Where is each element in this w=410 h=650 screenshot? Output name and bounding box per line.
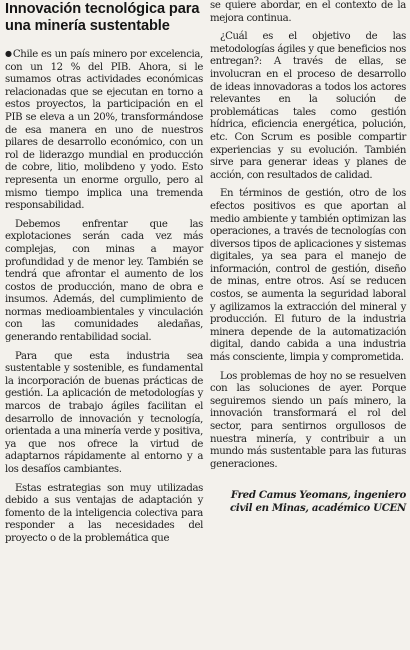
author-byline: Fred Camus Yeomans, ingeniero civil en Minas, académico UCEN (230, 489, 406, 515)
paragraph-1-text: Chile es un país minero por excelencia, con un 12 % del PIB. Ahora, si le sumamos otras actividades económicas relacionadas que se ejecutan en torno a estos proyectos, la participación en el PIB se eleva a un 20%, transformándose de esa manera en uno de nuestros pilares de desarrollo económico, con un rol de liderazgo mundial en producción de cobre, litio, molibdeno y yodo. Esto representa un enorme orgullo, pero al mismo tiempo implica una tremenda responsabilidad. (5, 49, 203, 212)
article-paragraph-2: Debemos enfrentar que las explotaciones serán cada vez más complejas, con minas a mayor profundidad y de menor ley. También se tendrá que afrontar el aumento de los costos de producción, mano de obra e insumos. Además, del cumplimiento de normas medioambientales y vinculación con las comunidades aledañas, generando rentabilidad social. (5, 218, 203, 344)
article-paragraph-4: Estas estrategias son muy utilizadas debido a sus ventajas de adaptación y fomento de la inteligencia colectiva para responder a las necesidades del proyecto o de la problemática que (5, 482, 203, 544)
article-paragraph-4-continued: se quiere abordar, en el contexto de la mejora continua. (210, 0, 406, 24)
article-paragraph-7: Los problemas de hoy no se resuelven con las soluciones de ayer. Porque seguiremos siendo un país minero, la innovación transformará el rol del sector, para sentirnos orgullosos de nuestra minería, y contribuir a un mundo más sustentable para las futuras generaciones. (210, 370, 406, 470)
article-paragraph-3: Para que esta industria sea sustentable y sostenible, es fundamental la incorporación de buenas prácticas de gestión. La aplicación de metodologías y marcos de trabajo ágiles facilitan el desarrollo de innovación y tecnología, orientada a una minería verde y positiva, ya que nos ofrece la virtud de adaptarnos rápidamente al entorno y a los desafíos cambiantes. (5, 350, 203, 475)
article-paragraph-1 (5, 49, 203, 213)
article-paragraph-6: En términos de gestión, otro de los efectos positivos es que aportan al medio ambiente y también optimizan las operaciones, a través de tecnologías con diversos tipos de aplicaciones y sistemas digitales, ya sea para el manejo de información, control de gestión, diseño de minas, entre otros. Así se reducen costos, se aumenta la seguridad laboral y agilizamos la extracción del mineral y producción. El futuro de la industria minera depende de la automatización digital, dando cabida a una industria más consciente, limpia y comprometida. (210, 188, 406, 364)
left-column (5, 0, 203, 650)
article-headline: Innovación tecnológica para una minería sustentable (5, 1, 200, 34)
right-column (210, 0, 406, 650)
bullet-marker: ● (5, 49, 12, 58)
article-paragraph-5: ¿Cuál es el objetivo de las metodologías ágiles y que beneficios nos entregan?: A través de ellas, se involucran en el proceso de desarrollo de ideas innovadoras a todos los actores relevantes en la solución de problemáticas tales como gestión hídrica, eficiencia energética, polución, etc. Con Scrum es posible compartir experiencias y su evolución. También sirve para generar ideas y planes de acción, con resultados de calidad. (210, 31, 406, 181)
